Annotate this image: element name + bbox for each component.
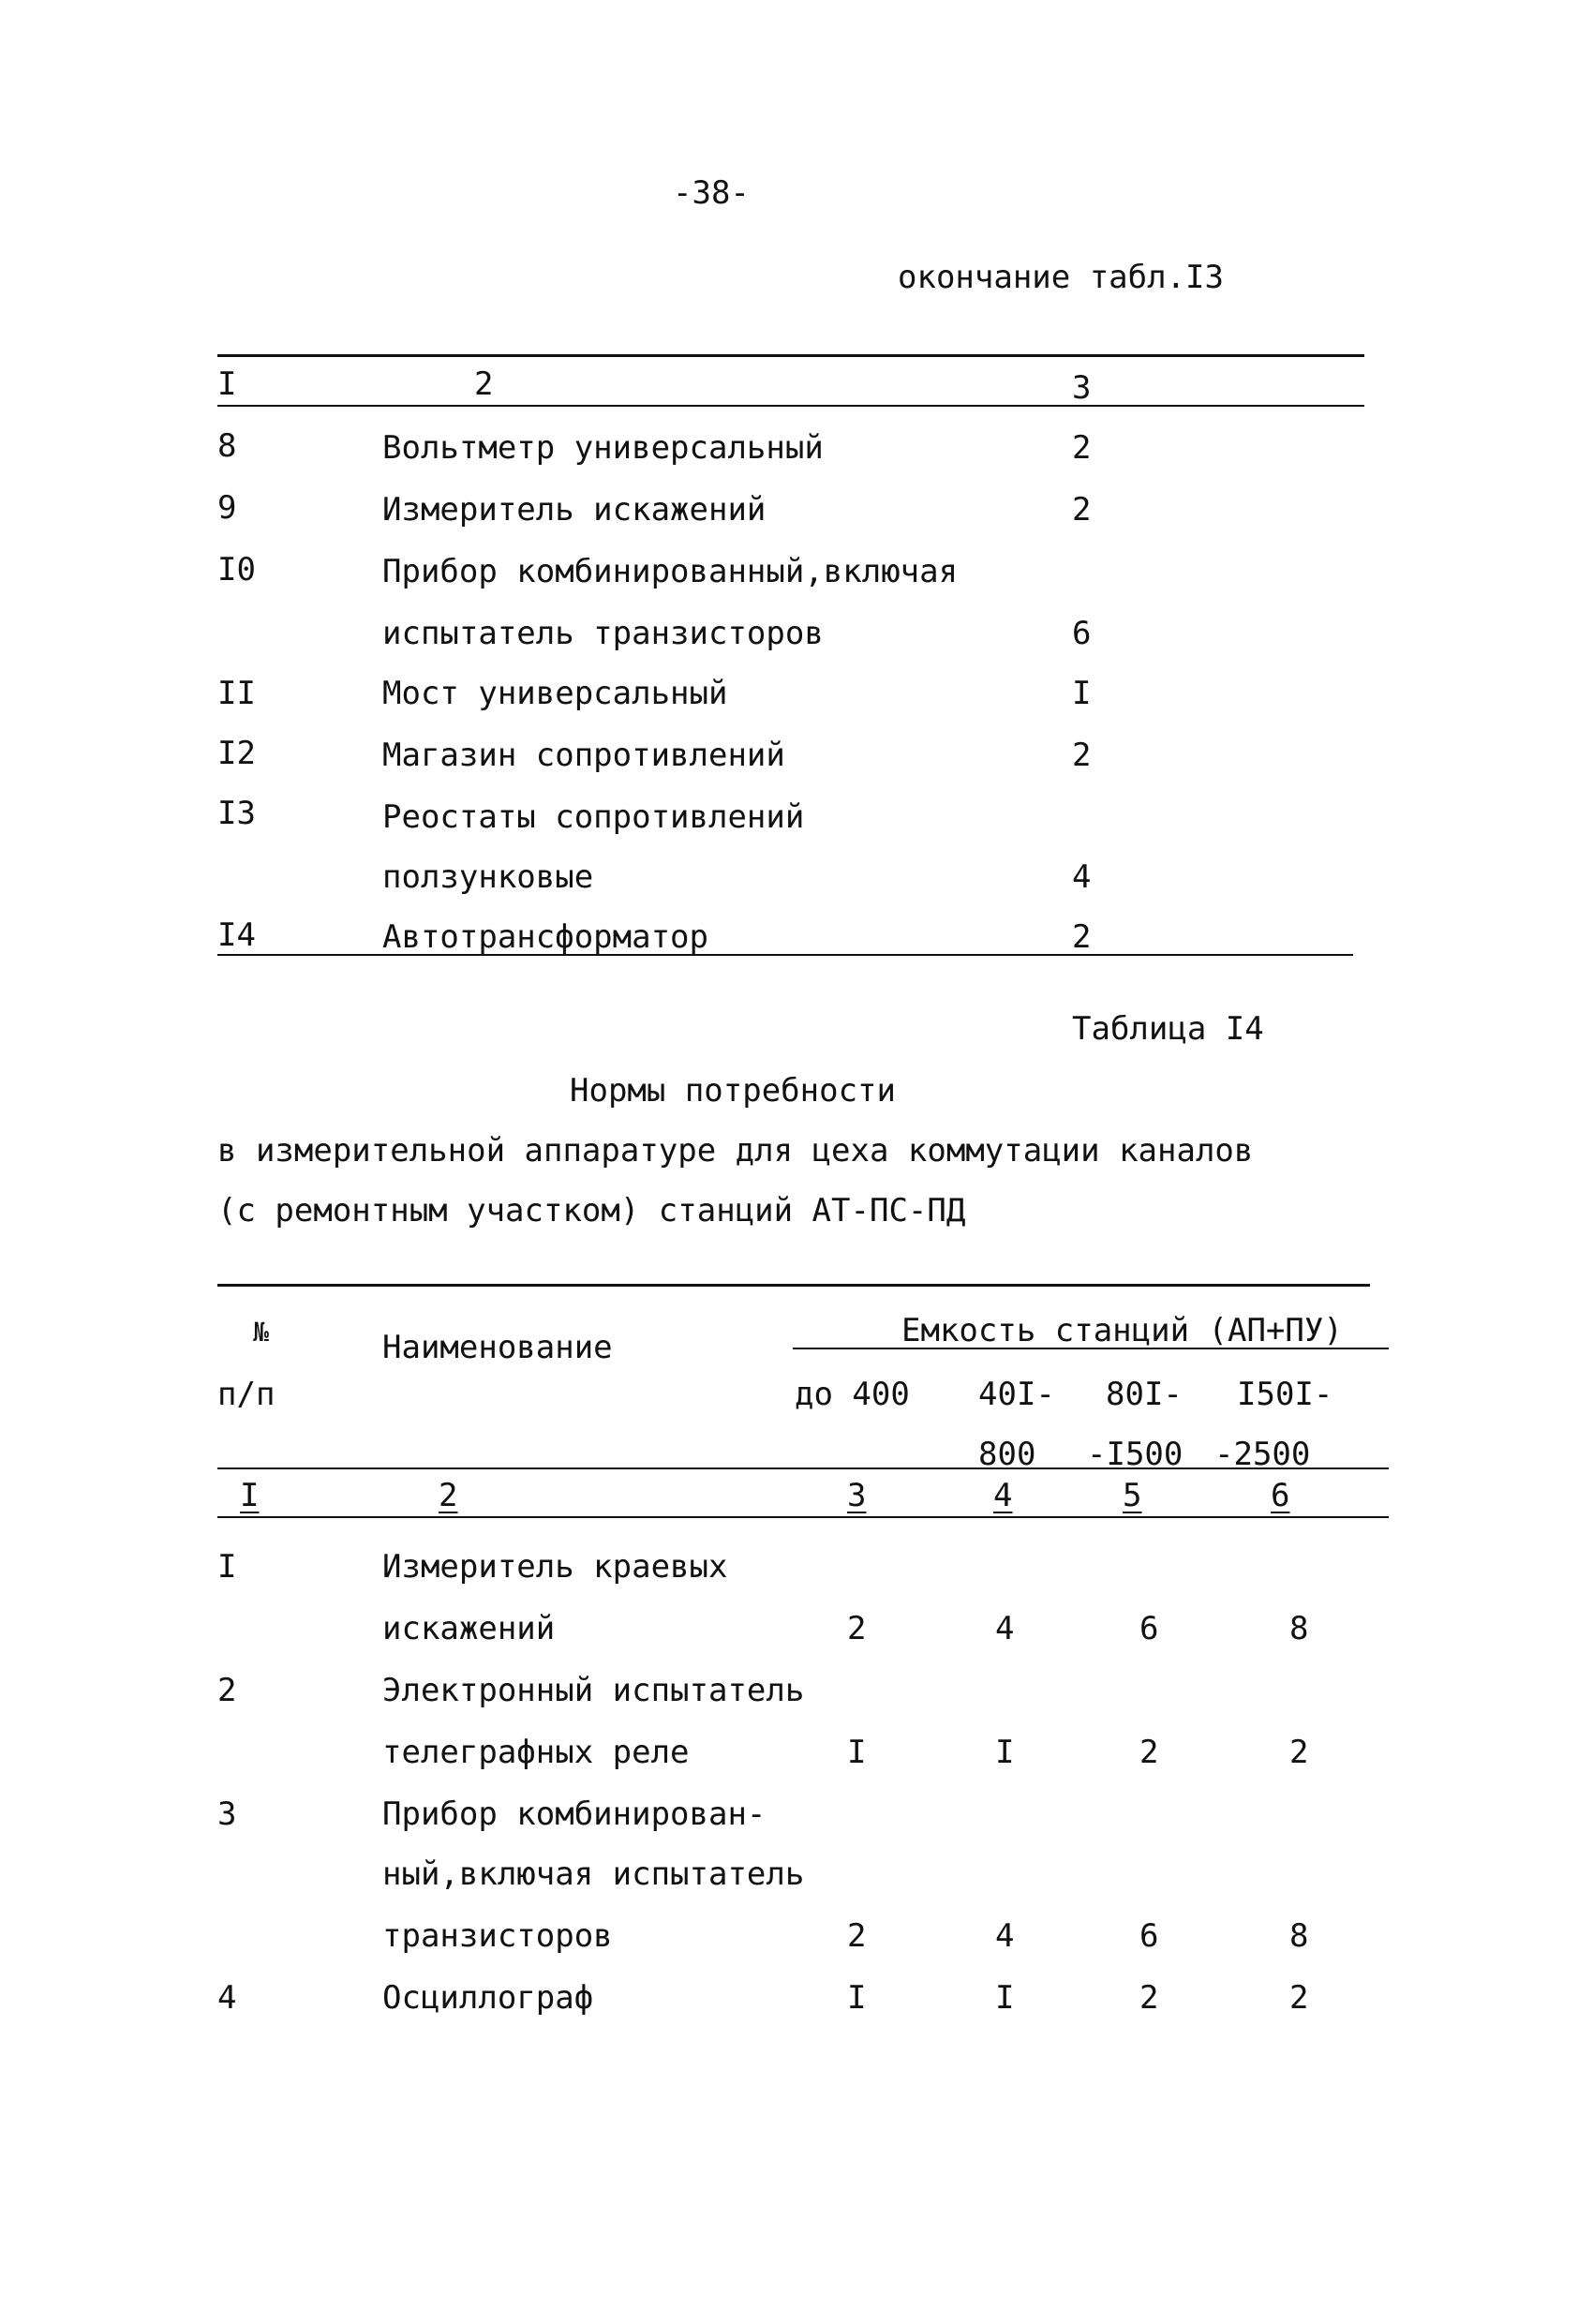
table13-row-name: Измеритель искажений <box>382 491 767 529</box>
table14-row-value: I <box>847 1734 867 1771</box>
table14-row-value: 2 <box>1139 1979 1159 2017</box>
table14-row-number: 3 <box>217 1795 237 1833</box>
table14-row-value: I <box>995 1979 1015 2017</box>
table13-row-name-cont: испытатель транзисторов <box>382 615 824 652</box>
table13-row-name: Мост универсальный <box>382 675 728 712</box>
page-number: -38- <box>673 174 750 212</box>
table14-row-value: 2 <box>847 1610 867 1647</box>
table14-col-number: I <box>240 1477 260 1514</box>
table14-col-number: 5 <box>1123 1477 1142 1514</box>
table13-row-number: I4 <box>217 916 256 954</box>
table14-title-line3: (с ремонтным участком) станций АТ-ПС-ПД <box>217 1192 966 1229</box>
table14-col-number: 2 <box>439 1477 458 1514</box>
table14-row-value: I <box>995 1734 1015 1771</box>
table14-row-value: 6 <box>1139 1917 1159 1955</box>
table14-row-value: 2 <box>847 1917 867 1955</box>
table14-top-rule <box>217 1284 1370 1287</box>
table14-col-number: 6 <box>1271 1477 1290 1514</box>
table13-row-qty: 2 <box>1072 491 1092 529</box>
table14-row-value: I <box>847 1979 867 2017</box>
table14-row-name: Прибор комбинирован- <box>382 1795 767 1833</box>
table13-row-qty: 2 <box>1072 737 1092 774</box>
table14-row-value: 2 <box>1289 1734 1309 1771</box>
table13-header-col1: I <box>217 365 237 403</box>
table14-row-value: 8 <box>1289 1917 1309 1955</box>
table13-row-qty: I <box>1072 675 1092 712</box>
table14-row-value: 2 <box>1289 1979 1309 2017</box>
table13-header-col2: 2 <box>474 365 494 403</box>
table14-row-name: Осциллограф <box>382 1979 594 2017</box>
table14-row-name-cont: искажений <box>382 1610 556 1647</box>
table14-header-capacity-col4: I50I- <box>1237 1376 1333 1413</box>
table14-row-value: 4 <box>995 1610 1015 1647</box>
table14-header-capacity-col2: 40I- <box>978 1376 1055 1413</box>
table14-row-name: Измеритель краевых <box>382 1548 728 1586</box>
table14-col-number: 4 <box>993 1477 1013 1514</box>
table14-header-capacity-col1: до 400 <box>795 1376 910 1413</box>
table14-row-number: 4 <box>217 1979 237 2017</box>
table14-capacity-rule <box>793 1348 1389 1349</box>
table14-row-value: 4 <box>995 1917 1015 1955</box>
table13-row-number: 9 <box>217 489 237 527</box>
table14-row-name-cont: транзисторов <box>382 1917 613 1955</box>
table13-row-qty: 6 <box>1072 615 1092 652</box>
table14-header-number: № <box>253 1317 269 1348</box>
table14-colnum-rule <box>217 1516 1389 1518</box>
table13-row-name-cont: ползунковые <box>382 858 594 896</box>
table14-header-capacity-col2-cont: 800 <box>978 1436 1036 1473</box>
table14-header-capacity-col3-cont: -I500 <box>1087 1436 1184 1473</box>
table13-header-rule <box>217 405 1364 407</box>
table13-row-number: I2 <box>217 735 256 772</box>
table13-top-rule <box>217 354 1364 357</box>
table14-col-number: 3 <box>847 1477 867 1514</box>
table13-row-name: Магазин сопротивлений <box>382 737 785 774</box>
table13-row-name: Реостаты сопротивлений <box>382 798 805 836</box>
table13-row-qty: 2 <box>1072 429 1092 467</box>
table13-row-number: I3 <box>217 795 256 832</box>
table14-header-capacity-group: Емкость станций (АП+ПУ) <box>901 1312 1343 1349</box>
table14-row-value: 8 <box>1289 1610 1309 1647</box>
table13-row-qty: 2 <box>1072 918 1092 956</box>
table13-header-col3: 3 <box>1072 369 1092 407</box>
table13-row-name: Автотрансформатор <box>382 918 708 956</box>
table14-header-capacity-col4-cont: -2500 <box>1214 1436 1311 1473</box>
table13-bottom-rule <box>217 954 1353 956</box>
table14-header-name: Наименование <box>382 1329 613 1366</box>
table14-row-number: 2 <box>217 1672 237 1709</box>
table14-row-value: 6 <box>1139 1610 1159 1647</box>
table14-row-value: 2 <box>1139 1734 1159 1771</box>
table14-title-line2: в измерительной аппаратуре для цеха коммутации каналов <box>217 1132 1254 1169</box>
table13-row-number: 8 <box>217 427 237 465</box>
table14-header-number-sub: п/п <box>217 1376 275 1413</box>
table13-row-qty: 4 <box>1072 858 1092 896</box>
table14-label: Таблица I4 <box>1072 1010 1264 1048</box>
table14-row-name: Электронный испытатель <box>382 1672 805 1709</box>
table14-header-rule <box>217 1467 1389 1469</box>
table14-row-number: I <box>217 1548 237 1586</box>
table13-row-number: II <box>217 675 256 712</box>
table13-row-number: I0 <box>217 551 256 588</box>
table13-row-name: Вольтметр универсальный <box>382 429 824 467</box>
table14-row-name-cont: ный,включая испытатель <box>382 1855 805 1893</box>
table14-header-capacity-col3: 80I- <box>1106 1376 1183 1413</box>
table14-row-name-cont: телеграфных реле <box>382 1734 690 1771</box>
table14-title-line1: Нормы потребности <box>570 1072 896 1110</box>
continuation-label: окончание табл.I3 <box>898 259 1224 296</box>
table13-row-name: Прибор комбинированный,включая <box>382 553 959 590</box>
